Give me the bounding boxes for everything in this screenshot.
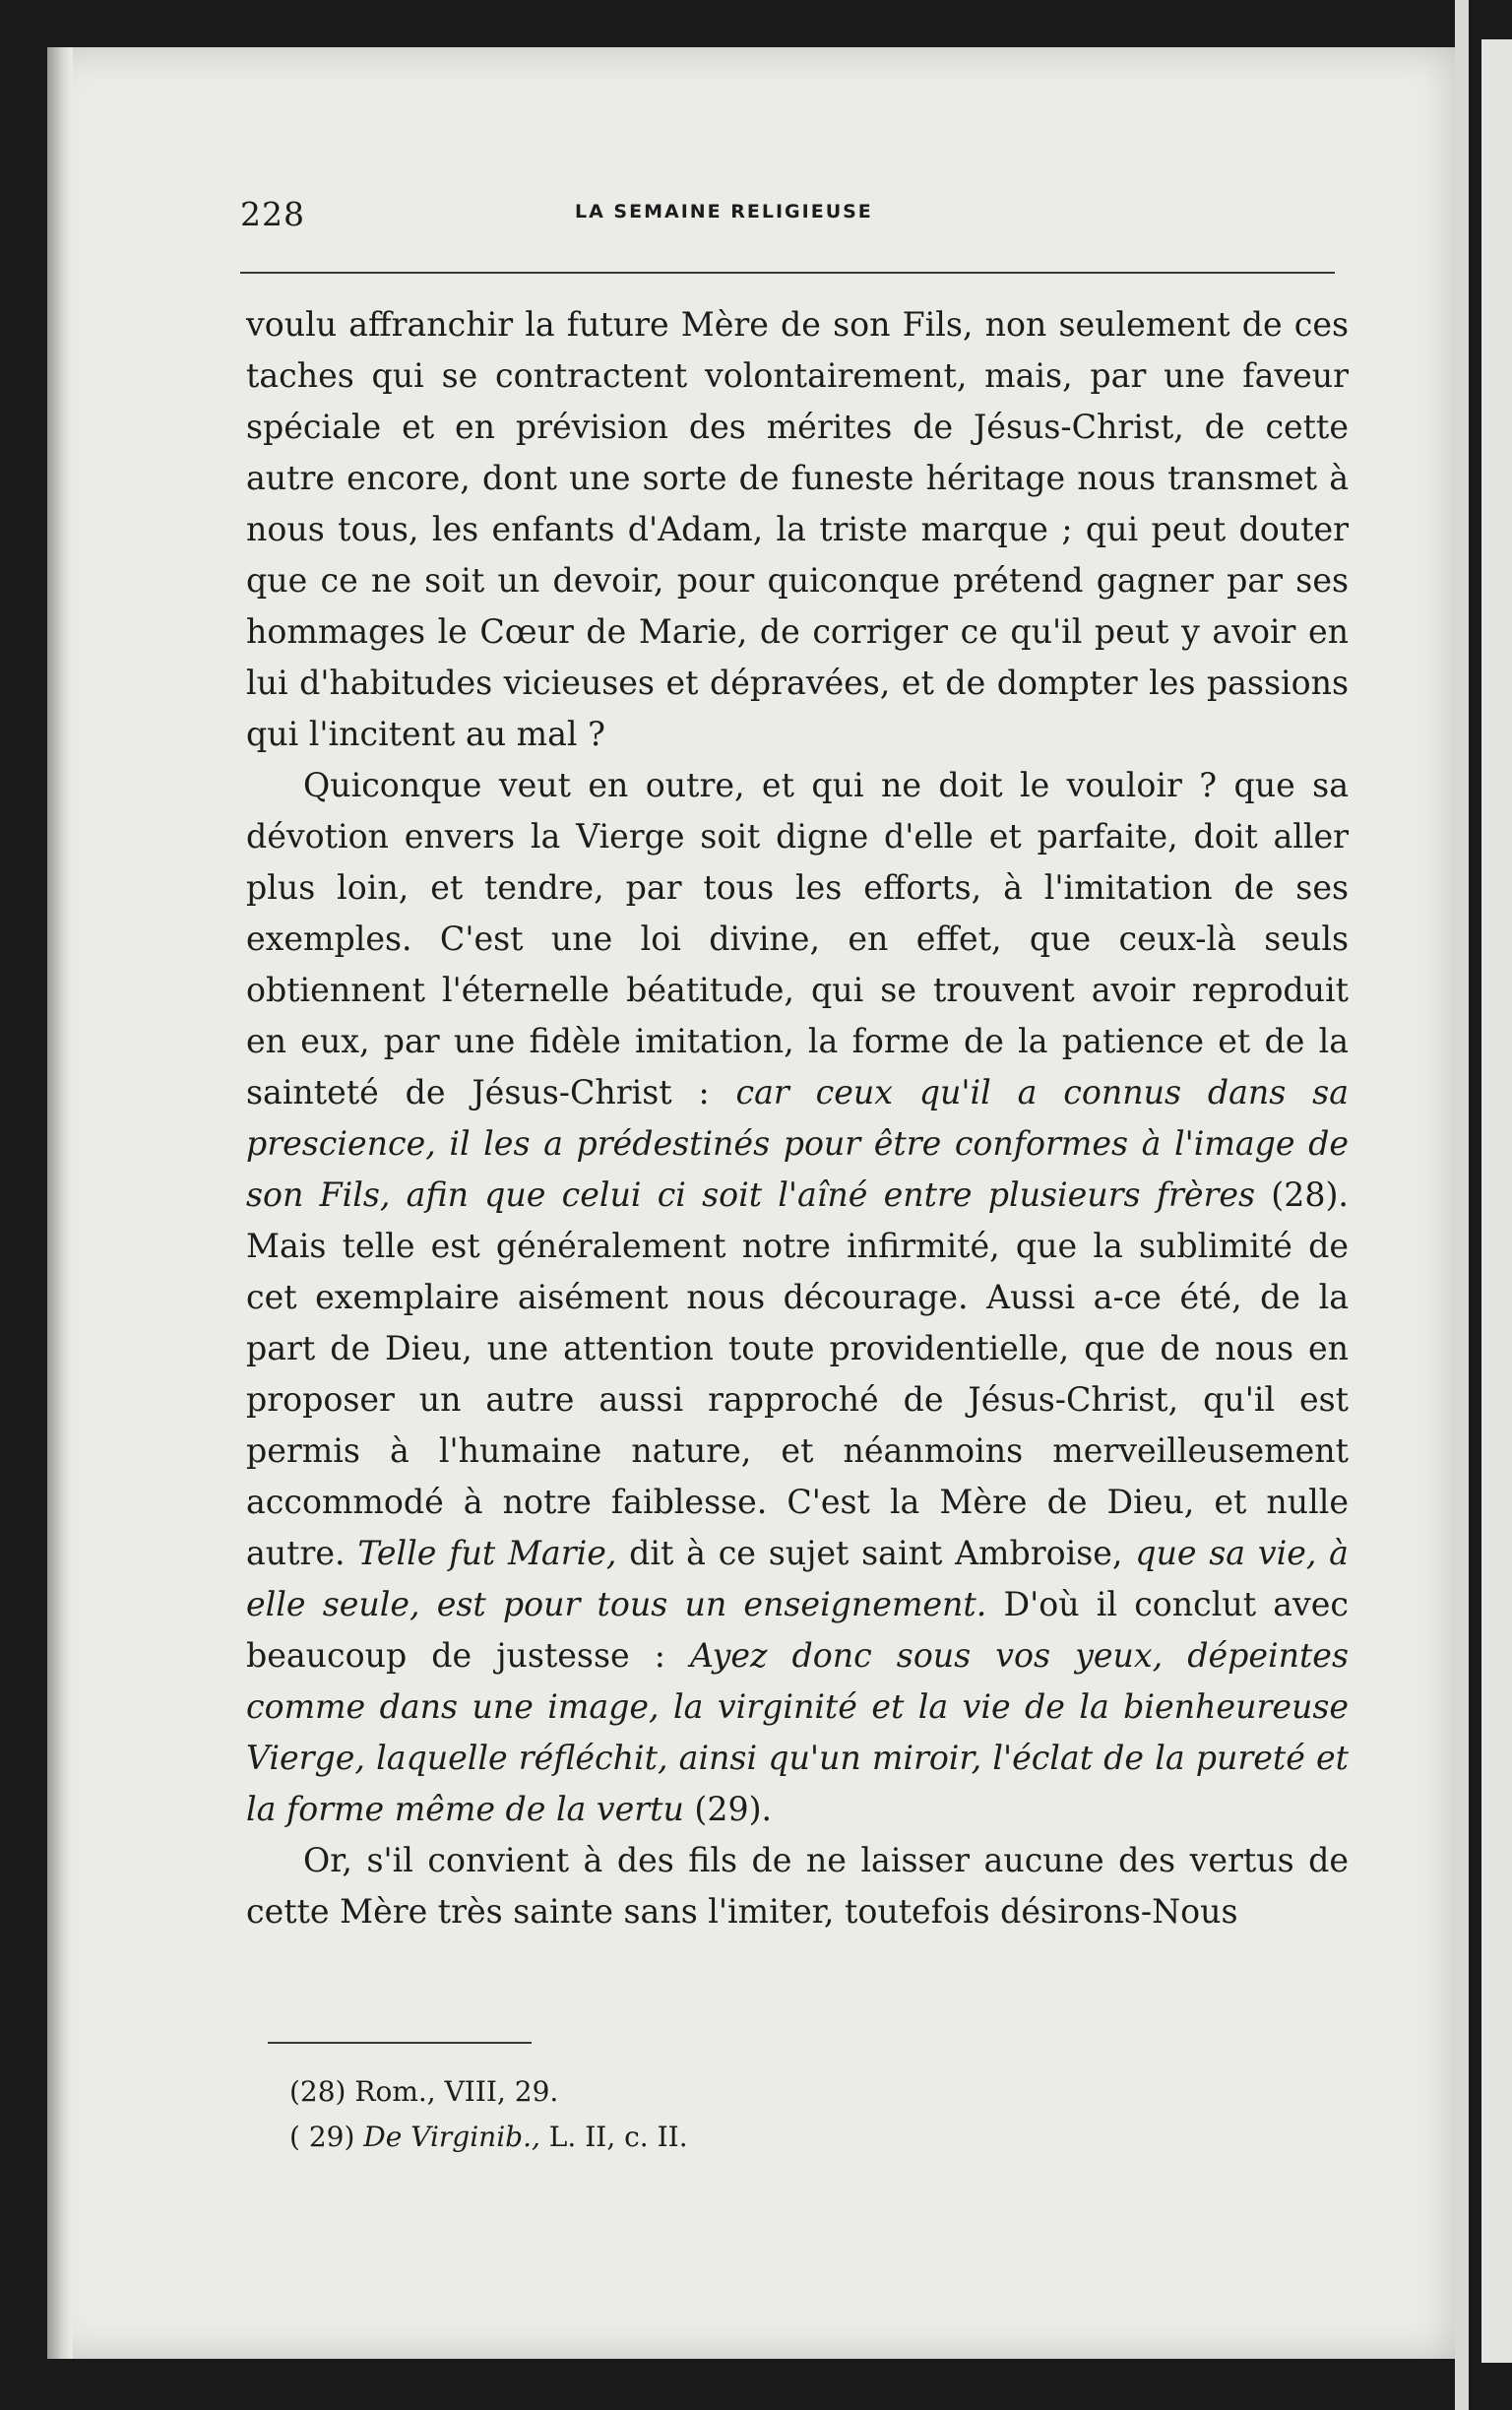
footnote-29-number: ( 29) (289, 2121, 355, 2153)
paragraph-3 (246, 1835, 1349, 1937)
footnote-29 (289, 2115, 1175, 2160)
next-page-edge (1455, 0, 1469, 2410)
paragraph-2-cont: (28). Mais telle est généralement notre infirmité, que la sublimité de cet exemplaire aisément nous décourage. Aussi a-ce été, de la part de Dieu, une attention toute providentielle, que de nous en proposer un autre aussi rapproché de Jésus-Christ, qu'il est permis à l'humaine nature, et néanmoins merveilleusement accommodé à notre faiblesse. C'est la Mère de Dieu, et nulle autre. (246, 1175, 1349, 1572)
paragraph-2-cont-3: D'où il conclut avec beaucoup de justesse : (246, 1585, 1349, 1675)
page-gutter-shadow (47, 47, 73, 2359)
page-header (240, 195, 1337, 234)
ambrose-quote-1: Telle fut Marie, (357, 1534, 617, 1572)
footnote-29-text: L. II, c. II. (548, 2121, 688, 2153)
paragraph-3-text: Or, s'il convient à des fils de ne laisser aucune des vertus de cette Mère très sainte sans l'imiter, toutefois désirons-Nous (246, 1841, 1349, 1931)
footnote-29-title: De Virginib., (363, 2121, 540, 2153)
footnote-28-number: (28) (289, 2075, 346, 2108)
ambrose-quote-3: Ayez donc sous vos yeux, dépeintes comme dans une image, la virginité et la vie de la bienheureuse Vierge, laquelle réfléchit, ainsi qu'un miroir, l'éclat de la pureté et la forme même de la vertu (246, 1636, 1349, 1828)
ambrose-quote-2: que sa vie, à elle seule, est pour tous un enseignement. (246, 1534, 1349, 1623)
running-head: LA SEMAINE RELIGIEUSE (575, 201, 873, 222)
paragraph-2 (246, 760, 1349, 1835)
footnote-rule (268, 2042, 532, 2044)
next-page-margin (1481, 39, 1512, 2363)
paragraph-1 (246, 299, 1349, 760)
footnotes (289, 2069, 1175, 2160)
footnote-ref-29: (29). (694, 1790, 773, 1828)
body-text (246, 299, 1349, 1937)
footnote-28 (289, 2069, 1175, 2115)
scripture-quote: car ceux qu'il a connus dans sa prescience, il les a prédestinés pour être conformes à l'image de son Fils, afin que celui ci soit l'aîné entre plusieurs frères (246, 1073, 1349, 1214)
header-rule (240, 272, 1335, 274)
page-number: 228 (240, 195, 305, 233)
paragraph-2-text: Quiconque veut en outre, et qui ne doit le vouloir ? que sa dévotion envers la Vierge soit digne d'elle et parfaite, doit aller plus loin, et tendre, par tous les efforts, à l'imitation de ses exemples. C'est une loi divine, en effet, que ceux-là seuls obtiennent l'éternelle béatitude, qui se trouvent avoir reproduit en eux, par une fidèle imitation, la forme de la patience et de la sainteté de Jésus-Christ : (246, 766, 1349, 1111)
paragraph-2-cont-2: dit à ce sujet saint Ambroise, (629, 1534, 1123, 1572)
footnote-28-text: Rom., VIII, 29. (354, 2075, 559, 2108)
paragraph-1-text: voulu affranchir la future Mère de son Fils, non seulement de ces taches qui se contractent volontairement, mais, par une faveur spéciale et en prévision des mérites de Jésus-Christ, de cette autre encore, dont une sorte de funeste héritage nous transmet à nous tous, les enfants d'Adam, la triste marque ; qui peut douter que ce ne soit un devoir, pour quiconque prétend gagner par ses hommages le Cœur de Marie, de corriger ce qu'il peut y avoir en lui d'habitudes vicieuses et dépravées, et de dompter les passions qui l'incitent au mal ? (246, 305, 1349, 753)
